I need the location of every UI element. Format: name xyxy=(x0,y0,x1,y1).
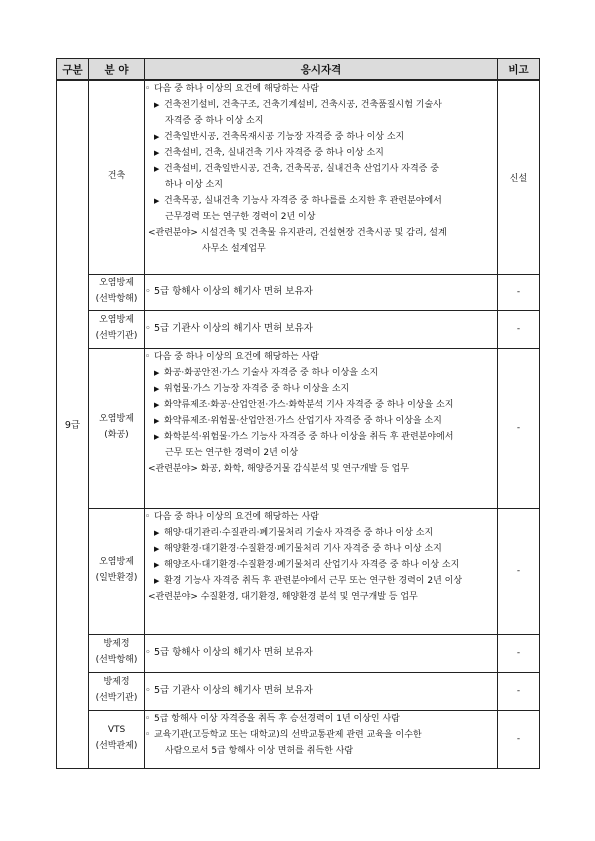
qualification-table xyxy=(56,58,540,769)
qualification-text: 건축목공, 실내건축 기능사 자격증 중 하나를를 소지한 후 관련분야에서 xyxy=(164,196,442,206)
triangle-bullet-icon: ▶ xyxy=(154,528,160,537)
qualification-line xyxy=(145,177,497,193)
qualification-line xyxy=(145,509,497,525)
triangle-bullet-icon: ▶ xyxy=(154,149,160,157)
qualification-text: 화약류제조·위험물·산업안전·가스 산업기사 자격증 중 하나 이상을 소지 xyxy=(164,415,442,426)
field-label: 방제정 xyxy=(103,677,130,688)
field-label: 오염방제 xyxy=(99,315,134,326)
qualification-line xyxy=(145,645,497,661)
qualification-line xyxy=(145,429,497,445)
qualification-line xyxy=(145,743,497,759)
circle-bullet-icon: ◦ xyxy=(145,323,151,334)
qualification-line xyxy=(145,381,497,397)
qualification-text: 5급 항해사 이상의 해기사 면허 보유자 xyxy=(154,647,313,658)
qualification-line xyxy=(145,711,497,727)
header-field: 분 야 xyxy=(89,59,145,81)
triangle-bullet-icon: ▶ xyxy=(154,544,160,553)
qualification-text: 건축설비, 건축일반시공, 건축, 건축목공, 실내건축 산업기사 자격증 중 xyxy=(164,164,439,174)
qualification-text: <관련분야> 시설건축 및 건축물 유지관리, 건설현장 건축시공 및 감리, 설계 xyxy=(148,228,447,238)
qualification-cell xyxy=(145,508,498,634)
circle-bullet-icon: ◦ xyxy=(145,729,151,740)
qualification-line xyxy=(145,81,497,97)
field-label: (선박관제) xyxy=(95,741,138,751)
triangle-bullet-icon: ▶ xyxy=(154,416,160,425)
qualification-text: 다음 중 하나 이상의 요건에 해당하는 사람 xyxy=(154,351,319,362)
qualification-line xyxy=(145,97,497,113)
qualification-text: 자격증 중 하나 이상 소지 xyxy=(165,116,264,126)
qualification-line xyxy=(145,525,497,541)
table-row xyxy=(57,672,540,710)
field-cell xyxy=(89,672,145,710)
note-cell: - xyxy=(498,672,540,710)
qualification-line xyxy=(145,209,497,225)
qualification-text: 다음 중 하나 이상의 요건에 해당하는 사람 xyxy=(154,511,319,522)
qualification-cell xyxy=(145,310,498,348)
field-cell xyxy=(89,634,145,672)
note-cell: - xyxy=(498,710,540,768)
qualification-line xyxy=(145,727,497,743)
qualification-text: 화공·화공안전·가스 기술사 자격증 중 하나 이상을 소지 xyxy=(164,367,379,378)
qualification-text: 건축일반시공, 건축목재시공 기능장 자격증 중 하나 이상 소지 xyxy=(164,132,405,142)
qualification-cell xyxy=(145,80,498,274)
table-row xyxy=(57,80,540,274)
qualification-line xyxy=(145,284,497,300)
header-qualification: 응시자격 xyxy=(145,59,498,81)
qualification-line xyxy=(145,225,497,241)
circle-bullet-icon: ◦ xyxy=(145,685,151,696)
field-label: (선박항해) xyxy=(95,294,138,304)
table-row xyxy=(57,348,540,508)
qualification-text: 5급 항해사 이상 자격증을 취득 후 승선경력이 1년 이상인 사람 xyxy=(154,713,400,724)
note-cell: - xyxy=(498,274,540,310)
triangle-bullet-icon: ▶ xyxy=(154,101,160,109)
field-label: 오염방제 xyxy=(99,557,134,568)
qualification-line xyxy=(145,573,497,589)
note-cell: 신설 xyxy=(498,80,540,274)
triangle-bullet-icon: ▶ xyxy=(154,133,160,141)
qualification-line xyxy=(145,397,497,413)
triangle-bullet-icon: ▶ xyxy=(154,384,160,393)
qualification-line xyxy=(145,541,497,557)
qualification-text: 5급 기관사 이상의 해기사 면허 보유자 xyxy=(154,685,313,696)
note-cell: - xyxy=(498,634,540,672)
field-cell xyxy=(89,274,145,310)
qualification-cell xyxy=(145,710,498,768)
field-label: (선박항해) xyxy=(95,655,138,665)
grade-cell: 9급 xyxy=(57,80,89,768)
field-label: (화공) xyxy=(104,430,129,440)
qualification-text: 화학분석·위험물·가스 기능사 자격증 중 하나 이상을 취득 후 관련분야에서 xyxy=(164,431,454,442)
qualification-line xyxy=(145,365,497,381)
qualification-line xyxy=(145,683,497,699)
field-cell xyxy=(89,80,145,274)
table-row xyxy=(57,310,540,348)
qualification-line xyxy=(145,589,497,605)
field-label: (일반환경) xyxy=(95,573,138,583)
qualification-cell xyxy=(145,634,498,672)
circle-bullet-icon: ◦ xyxy=(145,351,151,362)
qualification-line xyxy=(145,161,497,177)
header-row xyxy=(57,59,540,81)
header-category: 구분 xyxy=(57,59,89,81)
qualification-text: 교육기관(고등학교 또는 대학교)의 선박교통관제 관련 교육을 이수한 xyxy=(154,729,422,740)
field-cell xyxy=(89,508,145,634)
header-note: 비고 xyxy=(498,59,540,81)
qualification-text: 해양조사·대기환경·수질환경·폐기물처리 산업기사 자격증 중 하나 이상 소지 xyxy=(164,559,460,570)
qualification-cell xyxy=(145,348,498,508)
qualification-text: <관련분야> 화공, 화학, 해양증거물 감식분석 및 연구개발 등 업무 xyxy=(148,463,410,474)
field-label: 방제정 xyxy=(103,639,130,650)
triangle-bullet-icon: ▶ xyxy=(154,576,160,585)
field-label: (선박기관) xyxy=(95,693,138,703)
qualification-text: 해양·대기관리·수질관리·폐기물처리 기술사 자격증 중 하나 이상 소지 xyxy=(164,527,434,538)
circle-bullet-icon: ◦ xyxy=(145,286,151,297)
qualification-text: 위험물·가스 기능장 자격증 중 하나 이상을 소지 xyxy=(164,383,350,394)
qualification-line xyxy=(145,113,497,129)
table-row xyxy=(57,634,540,672)
qualification-text: 근무 또는 연구한 경력이 2년 이상 xyxy=(165,447,299,458)
field-cell xyxy=(89,310,145,348)
qualification-text: 5급 항해사 이상의 해기사 면허 보유자 xyxy=(154,286,313,297)
circle-bullet-icon: ◦ xyxy=(145,647,151,658)
qualification-text: 하나 이상 소지 xyxy=(165,180,223,190)
qualification-text: 화약류제조·화공·산업안전·가스·화학분석 기사 자격증 중 하나 이상을 소지 xyxy=(164,399,454,410)
qualification-text: 5급 기관사 이상의 해기사 면허 보유자 xyxy=(154,323,313,334)
triangle-bullet-icon: ▶ xyxy=(154,400,160,409)
qualification-text: <관련분야> 수질환경, 대기환경, 해양환경 분석 및 연구개발 등 업무 xyxy=(148,591,418,602)
qualification-line xyxy=(145,129,497,145)
qualification-cell xyxy=(145,672,498,710)
field-label: 오염방제 xyxy=(99,414,134,425)
triangle-bullet-icon: ▶ xyxy=(154,368,160,377)
triangle-bullet-icon: ▶ xyxy=(154,432,160,441)
field-label: 건축 xyxy=(107,171,126,182)
qualification-line xyxy=(145,145,497,161)
field-cell xyxy=(89,348,145,508)
field-cell xyxy=(89,710,145,768)
qualification-text: 해양환경·대기환경·수질환경·폐기물처리 기사 자격증 중 하나 이상 소지 xyxy=(164,543,442,554)
qualification-text: 다음 중 하나 이상의 요건에 해당하는 사람 xyxy=(154,84,319,94)
qualification-text: 사무소 설계업무 xyxy=(202,244,266,254)
qualification-text: 환경 기능사 자격증 취득 후 관련분야에서 근무 또는 연구한 경력이 2년 이상 xyxy=(164,575,463,586)
table-body xyxy=(57,80,540,768)
field-label: (선박기관) xyxy=(95,331,138,341)
field-label: VTS xyxy=(107,725,126,736)
qualification-line xyxy=(145,321,497,337)
qualification-line xyxy=(145,445,497,461)
qualification-line xyxy=(145,193,497,209)
qualification-text: 건축설비, 건축, 실내건축 기사 자격증 중 하나 이상 소지 xyxy=(164,148,384,158)
qualification-text: 사람으로서 5급 항해사 이상 면허를 취득한 사람 xyxy=(165,745,354,756)
triangle-bullet-icon: ▶ xyxy=(154,197,160,205)
triangle-bullet-icon: ▶ xyxy=(154,165,160,173)
field-label: 오염방제 xyxy=(99,278,134,289)
table-row xyxy=(57,710,540,768)
qualification-line xyxy=(145,461,497,477)
table-row xyxy=(57,508,540,634)
triangle-bullet-icon: ▶ xyxy=(154,560,160,569)
circle-bullet-icon: ◦ xyxy=(145,84,151,94)
qualification-cell xyxy=(145,274,498,310)
note-cell: - xyxy=(498,310,540,348)
circle-bullet-icon: ◦ xyxy=(145,713,151,724)
qualification-line xyxy=(145,241,497,257)
note-cell: - xyxy=(498,508,540,634)
qualification-text: 근무경력 또는 연구한 경력이 2년 이상 xyxy=(165,212,316,222)
qualification-text: 건축전기설비, 건축구조, 건축기계설비, 건축시공, 건축품질시험 기술사 xyxy=(164,100,442,110)
circle-bullet-icon: ◦ xyxy=(145,511,151,522)
table-row xyxy=(57,274,540,310)
qualification-line xyxy=(145,557,497,573)
note-cell: - xyxy=(498,348,540,508)
qualification-line xyxy=(145,413,497,429)
qualification-line xyxy=(145,349,497,365)
